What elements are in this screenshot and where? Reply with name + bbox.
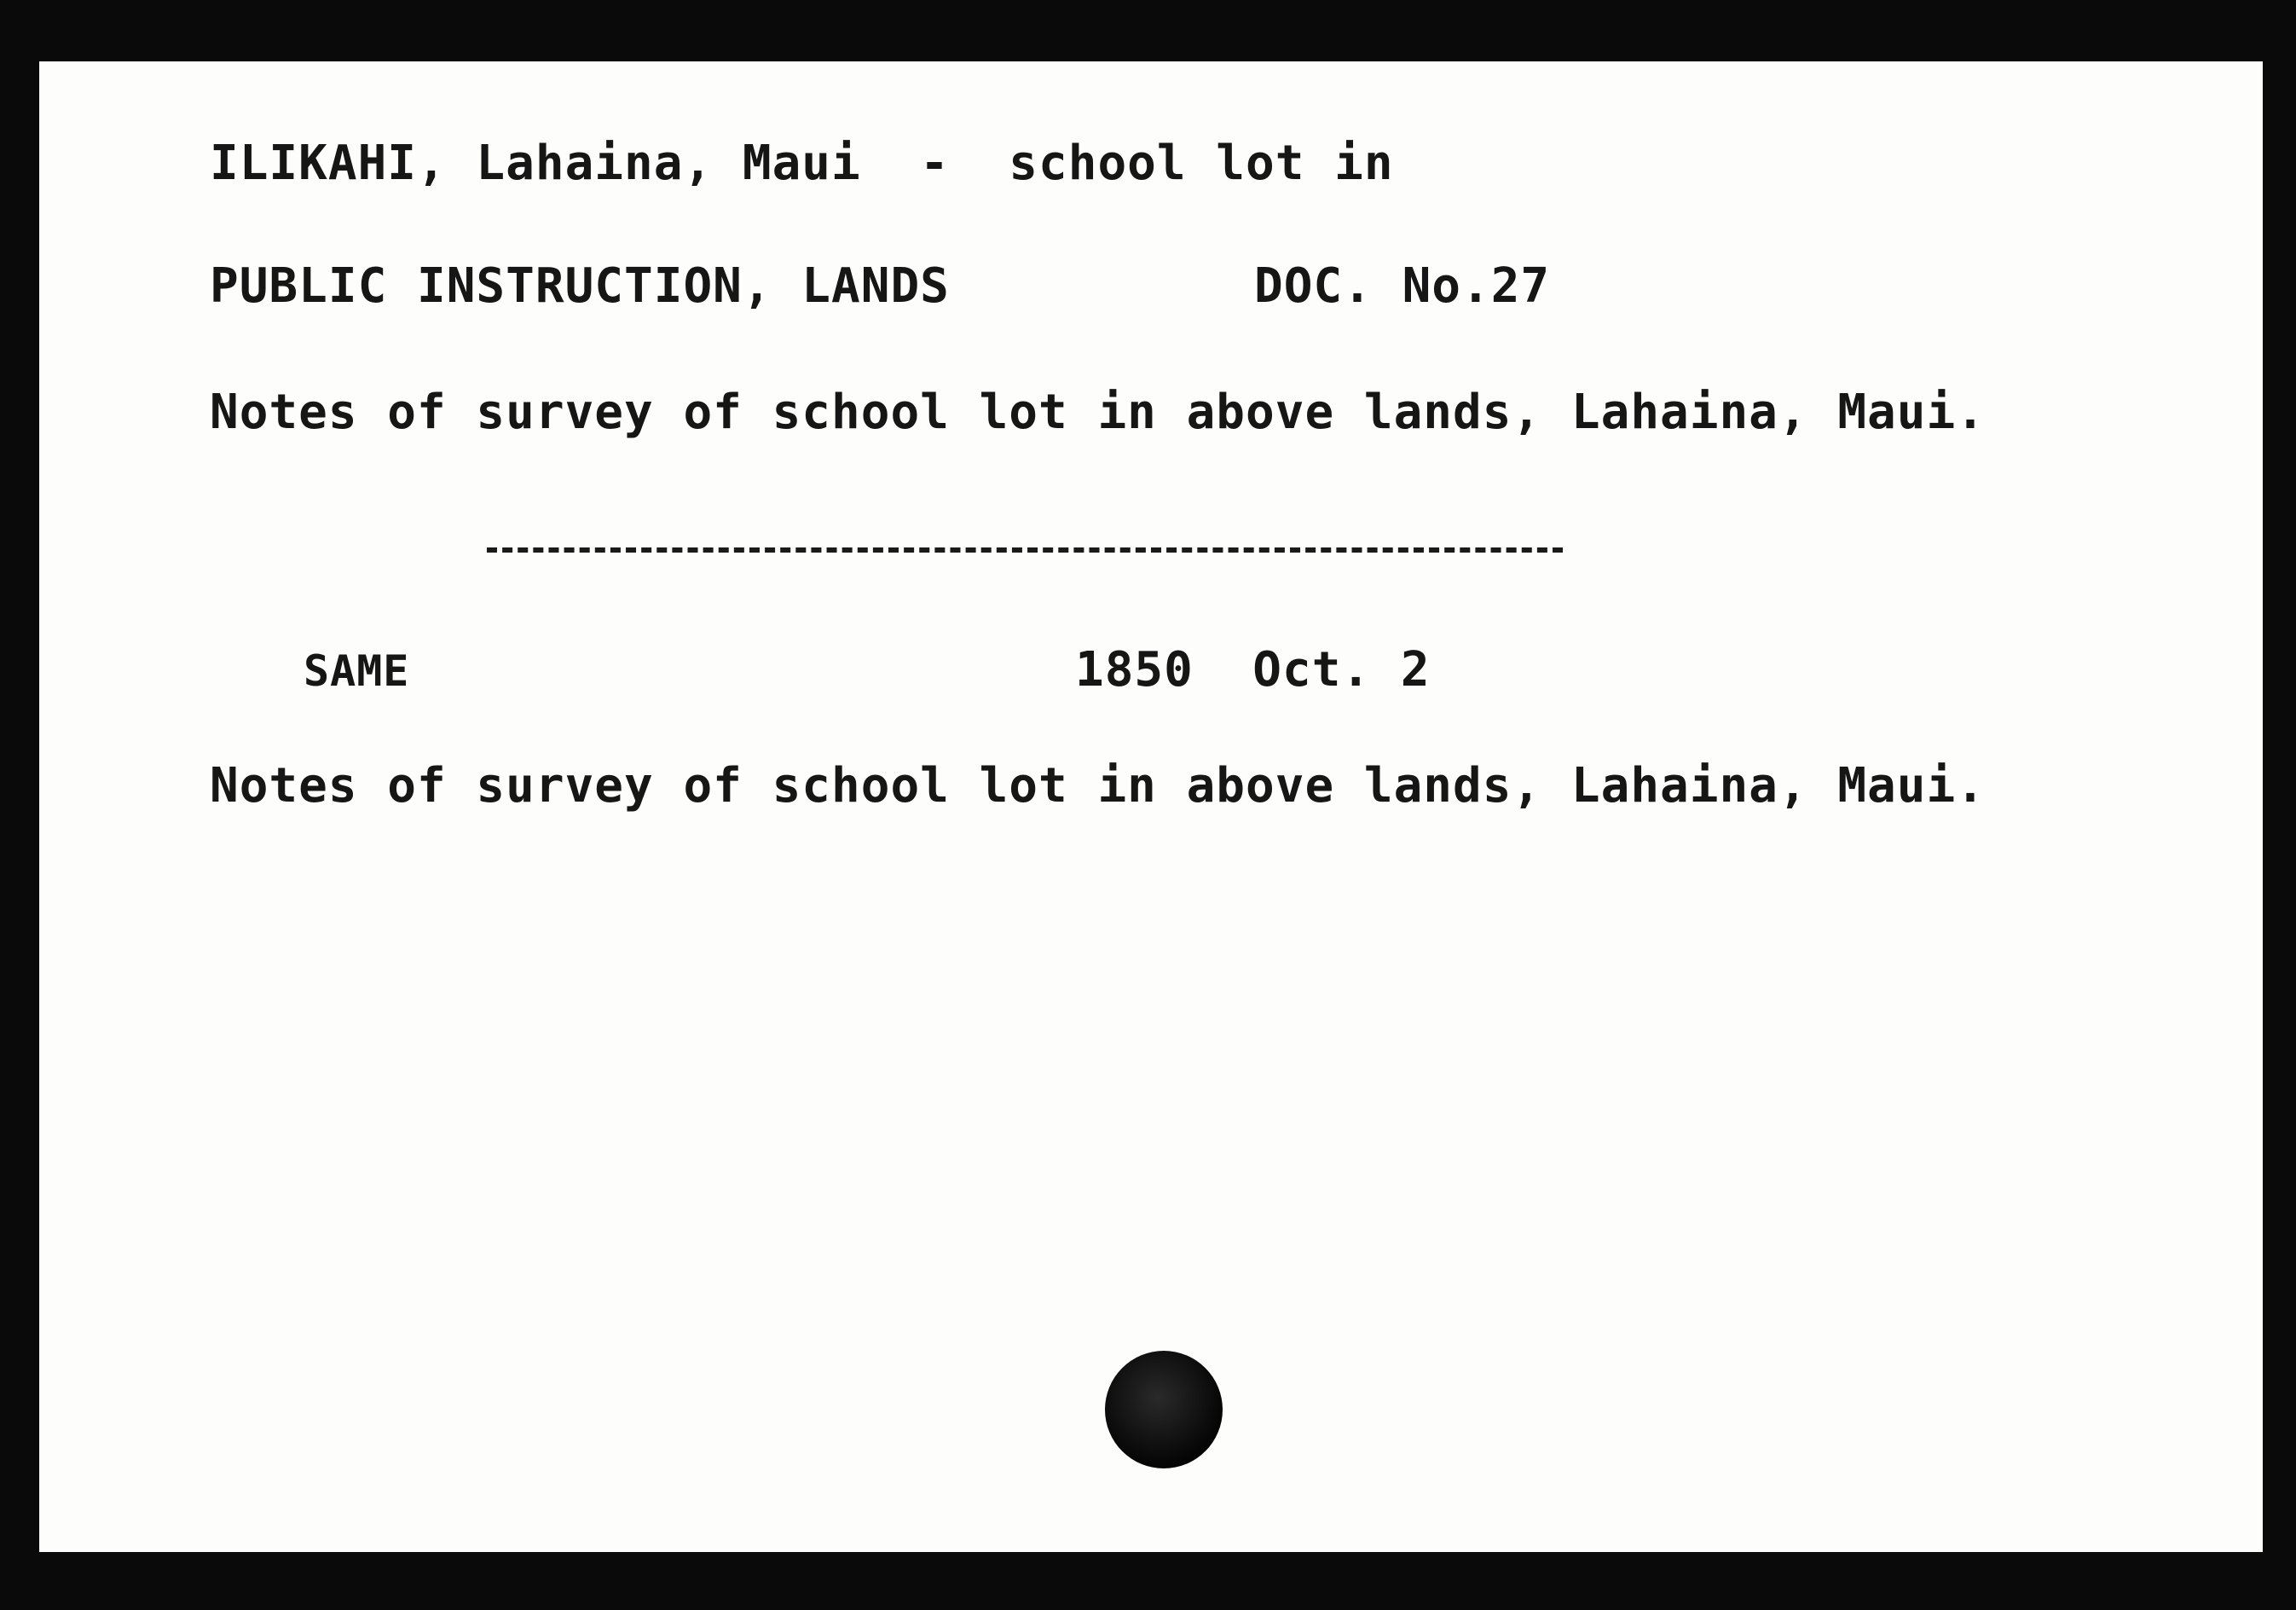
punch-hole: [1105, 1351, 1223, 1468]
divider-rule: [487, 547, 1563, 553]
entry-description-2: Notes of survey of school lot in above lands, Lahaina, Maui.: [210, 758, 1986, 814]
card-category: PUBLIC INSTRUCTION, LANDS: [210, 258, 950, 314]
entry-label: SAME: [304, 646, 410, 696]
card-heading: ILIKAHI, Lahaina, Maui - school lot in: [210, 136, 1394, 191]
entry-date: 1850 Oct. 2: [1075, 642, 1431, 698]
doc-number: DOC. No.27: [1254, 258, 1551, 314]
index-card: [39, 61, 2263, 1552]
entry-description: Notes of survey of school lot in above lands, Lahaina, Maui.: [210, 385, 1986, 440]
